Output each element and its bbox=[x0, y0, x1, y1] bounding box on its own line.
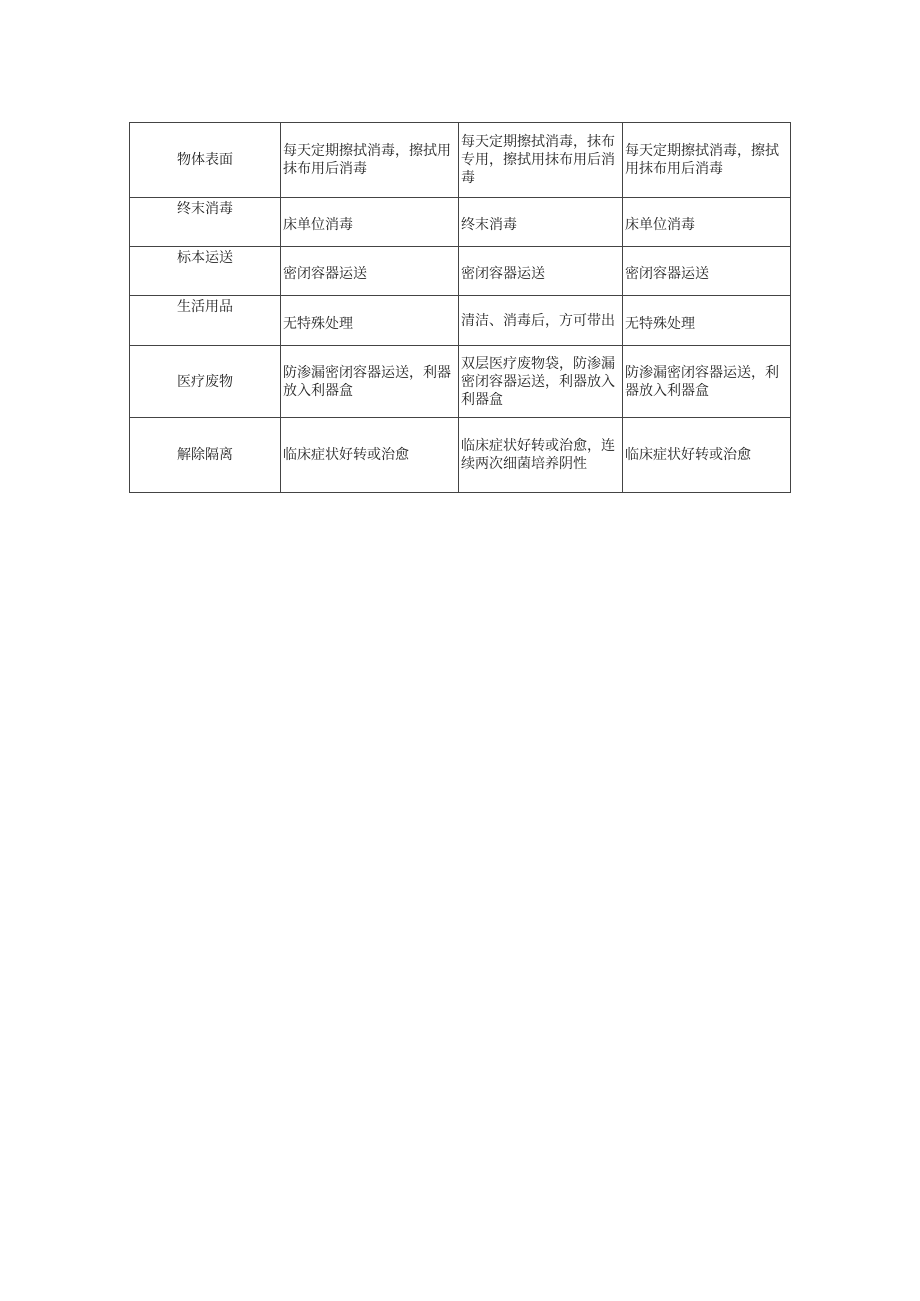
table-cell: 临床症状好转或治愈 bbox=[281, 418, 459, 493]
table-cell: 密闭容器运送 bbox=[281, 247, 459, 296]
table-cell: 床单位消毒 bbox=[281, 198, 459, 247]
row-label: 解除隔离 bbox=[130, 418, 281, 493]
table-cell: 密闭容器运送 bbox=[459, 247, 623, 296]
table-row bbox=[130, 123, 791, 198]
row-label: 终末消毒 bbox=[130, 198, 281, 247]
table-row bbox=[130, 198, 791, 247]
table-cell: 密闭容器运送 bbox=[623, 247, 791, 296]
table-cell: 临床症状好转或治愈，连续两次细菌培养阴性 bbox=[459, 418, 623, 493]
table-row bbox=[130, 346, 791, 418]
row-label: 标本运送 bbox=[130, 247, 281, 296]
table-cell: 每天定期擦拭消毒，抹布专用，擦拭用抹布用后消毒 bbox=[459, 123, 623, 198]
table-cell: 床单位消毒 bbox=[623, 198, 791, 247]
table-cell: 防渗漏密闭容器运送，利器放入利器盒 bbox=[623, 346, 791, 418]
table-cell: 双层医疗废物袋，防渗漏密闭容器运送，利器放入利器盒 bbox=[459, 346, 623, 418]
table-cell: 临床症状好转或治愈 bbox=[623, 418, 791, 493]
row-label: 医疗废物 bbox=[130, 346, 281, 418]
table-cell: 终末消毒 bbox=[459, 198, 623, 247]
table-row bbox=[130, 296, 791, 346]
isolation-measures-table bbox=[129, 122, 791, 493]
table-cell: 每天定期擦拭消毒，擦拭用抹布用后消毒 bbox=[281, 123, 459, 198]
table-row bbox=[130, 247, 791, 296]
table-cell: 清洁、消毒后，方可带出 bbox=[459, 296, 623, 346]
row-label: 物体表面 bbox=[130, 123, 281, 198]
row-label: 生活用品 bbox=[130, 296, 281, 346]
table-cell: 每天定期擦拭消毒，擦拭用抹布用后消毒 bbox=[623, 123, 791, 198]
table-cell: 防渗漏密闭容器运送，利器放入利器盒 bbox=[281, 346, 459, 418]
table-cell: 无特殊处理 bbox=[623, 296, 791, 346]
table-row bbox=[130, 418, 791, 493]
table-cell: 无特殊处理 bbox=[281, 296, 459, 346]
